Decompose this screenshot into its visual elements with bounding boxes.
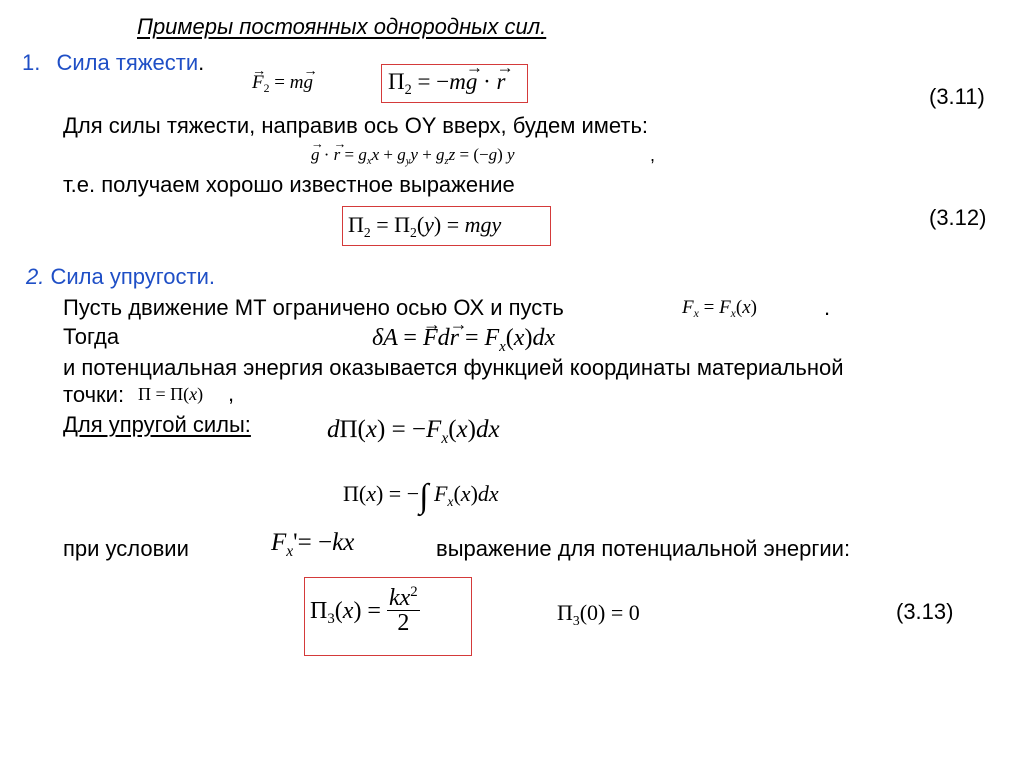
formula-gravity-force: → $F_2 = m\to g$ — [252, 73, 313, 92]
formula-potential-function: Π = Π(x) — [138, 384, 204, 404]
formula-hooke: $F_x'= -kx$ — [271, 529, 355, 560]
comma: , — [650, 145, 656, 165]
text-oy-direction: Для силы тяжести, направив ось OY вверх, будем иметь: — [63, 113, 649, 138]
text-elastic-force: Для упругой силы: — [63, 412, 251, 437]
formula-3-11: $\Pi_2 = -m\to g$ · → r — [388, 70, 505, 93]
formula-work: δA = → $Fd\to r = F_x(x)dx$ — [372, 326, 555, 350]
formula-3-13: $\Pi_3(x)$ = $\frac{kx^2}{2}$ — [310, 584, 418, 636]
section-2-heading — [26, 266, 215, 288]
formula-dot-product: → g · → $r = g_xx + g_yy + g_zz = (-g)$ y — [311, 146, 515, 164]
equation-number-3-13: (3.13) — [896, 599, 954, 624]
text-known-expression: т.е. получаем хорошо известное выражение — [63, 172, 515, 197]
text-potential: и потенциальная энергия оказывается функцией координаты материальной — [63, 355, 844, 380]
formula-fx: $F_x = F_x(x)$ — [682, 297, 757, 321]
text-motion: Пусть движение МТ ограничено осью ОХ и пусть — [63, 295, 564, 320]
section-1-number: 1. — [22, 50, 41, 75]
text-then: Тогда — [63, 324, 120, 349]
comma-2: , — [228, 381, 235, 406]
formula-initial-condition: $\Pi_3(0) = 0$ — [557, 600, 640, 629]
equation-number-3-12: (3.12) — [929, 205, 987, 230]
section-1-heading: 1. Сила тяжести. — [22, 50, 205, 75]
equation-number-3-11: (3.11) — [929, 84, 985, 109]
period: . — [824, 295, 831, 320]
formula-differential: $d\Pi(x) = -F_x(x)dx$ — [327, 416, 500, 447]
slide-title: Примеры постоянных однородных сил. — [137, 14, 547, 39]
section-2-number: 2. — [26, 264, 45, 289]
section-1-title: Сила тяжести — [56, 50, 199, 75]
section-2-title: Сила упругости. — [44, 264, 215, 289]
text-point: точки: — [63, 382, 125, 407]
formula-integral: Π(x) = −∫ $F_x(x)dx$ — [343, 478, 499, 515]
text-condition: при условии — [63, 536, 189, 561]
text-expression: выражение для потенциальной энергии: — [436, 536, 851, 561]
formula-3-12: $\Pi_2 = \Pi_2(y)$ = mgy — [348, 212, 502, 241]
